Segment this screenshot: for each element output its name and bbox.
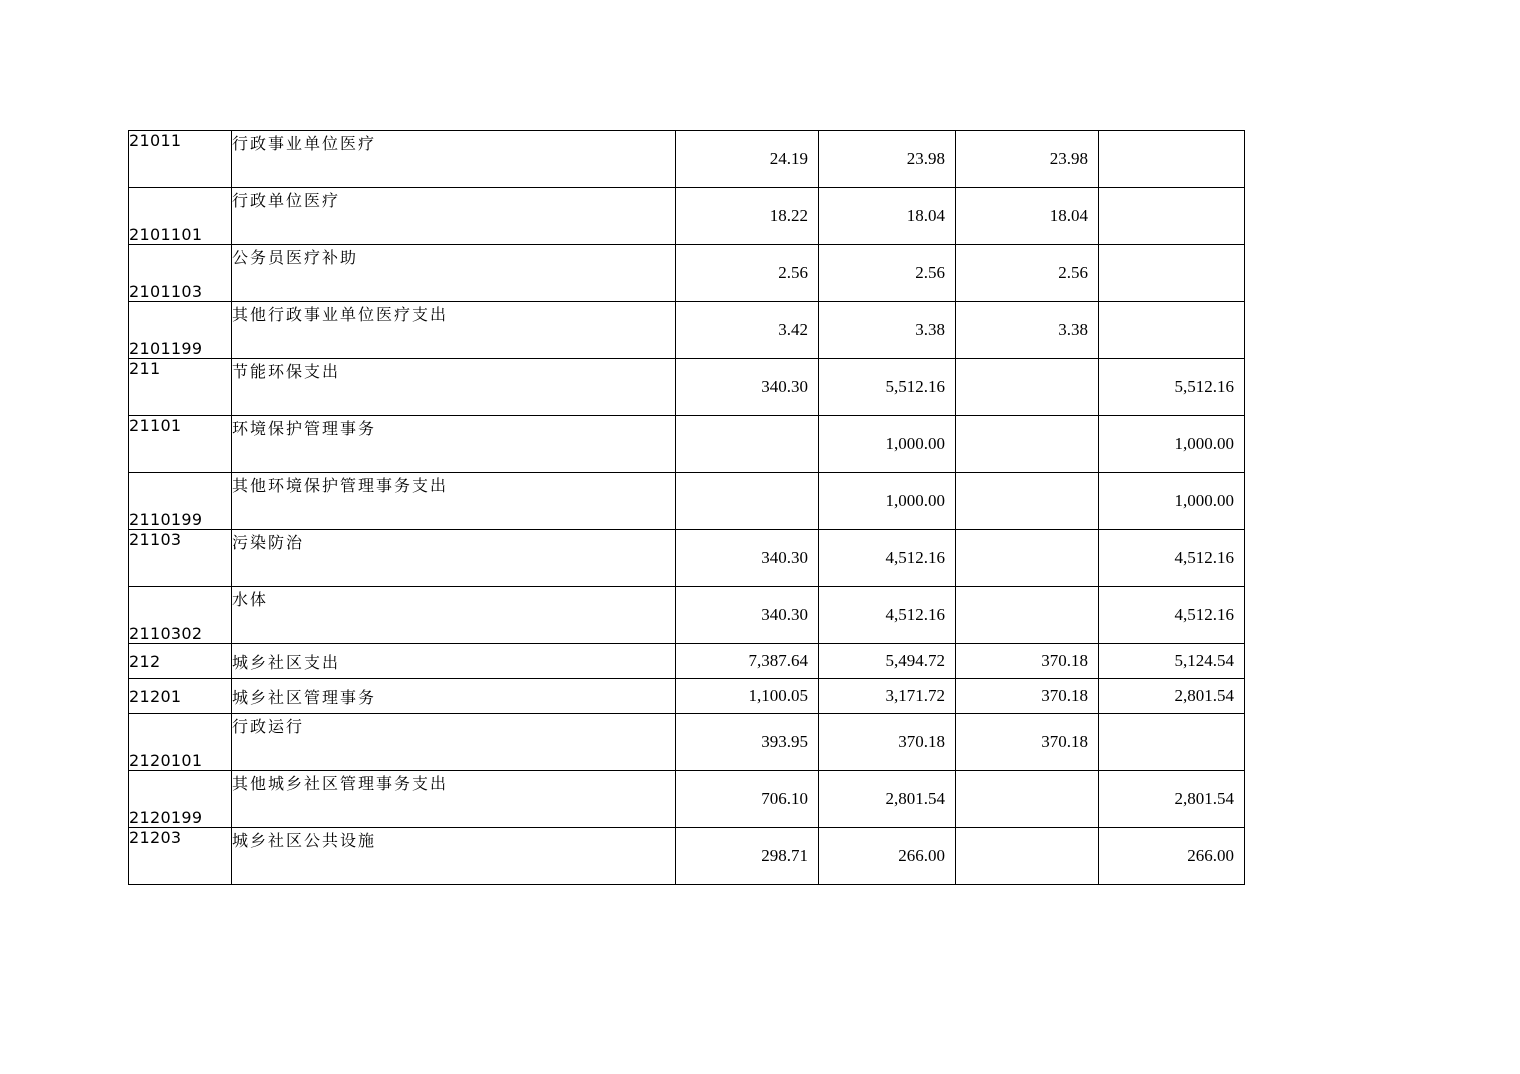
- value-col-3: 2.56: [956, 245, 1099, 302]
- value-col-4: 2,801.54: [1099, 679, 1245, 714]
- subject-code: 21011: [129, 131, 232, 188]
- value-col-1: 3.42: [676, 302, 819, 359]
- value-col-1: 24.19: [676, 131, 819, 188]
- table-row: [129, 587, 1245, 644]
- value-col-2: 4,512.16: [819, 530, 956, 587]
- value-col-4: [1099, 188, 1245, 245]
- subject-code: 2101199: [129, 302, 232, 359]
- value-col-4: [1099, 131, 1245, 188]
- value-col-1: 340.30: [676, 587, 819, 644]
- subject-code: 2120199: [129, 771, 232, 828]
- value-col-1: 393.95: [676, 714, 819, 771]
- subject-code: 2120101: [129, 714, 232, 771]
- value-col-3: [956, 416, 1099, 473]
- subject-name: 其他行政事业单位医疗支出: [232, 302, 676, 359]
- subject-name: 城乡社区管理事务: [232, 679, 676, 714]
- table-row: [129, 245, 1245, 302]
- subject-name: 其他环境保护管理事务支出: [232, 473, 676, 530]
- value-col-4: [1099, 714, 1245, 771]
- value-col-3: 18.04: [956, 188, 1099, 245]
- table-row: [129, 828, 1245, 885]
- subject-name: 其他城乡社区管理事务支出: [232, 771, 676, 828]
- subject-name: 行政事业单位医疗: [232, 131, 676, 188]
- subject-code: 2101101: [129, 188, 232, 245]
- value-col-3: 370.18: [956, 644, 1099, 679]
- value-col-1: [676, 473, 819, 530]
- value-col-3: [956, 828, 1099, 885]
- value-col-4: 4,512.16: [1099, 530, 1245, 587]
- value-col-1: 18.22: [676, 188, 819, 245]
- value-col-2: 266.00: [819, 828, 956, 885]
- subject-code: 212: [129, 644, 232, 679]
- subject-code: 21101: [129, 416, 232, 473]
- table-row: [129, 679, 1245, 714]
- value-col-1: 7,387.64: [676, 644, 819, 679]
- subject-code: 2101103: [129, 245, 232, 302]
- table-row: [129, 644, 1245, 679]
- subject-name: 城乡社区公共设施: [232, 828, 676, 885]
- value-col-1: [676, 416, 819, 473]
- subject-name: 环境保护管理事务: [232, 416, 676, 473]
- value-col-3: [956, 473, 1099, 530]
- table-row: [129, 188, 1245, 245]
- value-col-4: [1099, 245, 1245, 302]
- value-col-1: 340.30: [676, 530, 819, 587]
- value-col-3: [956, 771, 1099, 828]
- value-col-4: 266.00: [1099, 828, 1245, 885]
- value-col-4: 5,512.16: [1099, 359, 1245, 416]
- subject-name: 水体: [232, 587, 676, 644]
- value-col-2: 2,801.54: [819, 771, 956, 828]
- value-col-3: [956, 587, 1099, 644]
- value-col-1: 1,100.05: [676, 679, 819, 714]
- value-col-2: 3,171.72: [819, 679, 956, 714]
- table-row: [129, 530, 1245, 587]
- subject-code: 21203: [129, 828, 232, 885]
- value-col-4: 4,512.16: [1099, 587, 1245, 644]
- value-col-2: 2.56: [819, 245, 956, 302]
- value-col-1: 340.30: [676, 359, 819, 416]
- value-col-3: 23.98: [956, 131, 1099, 188]
- value-col-2: 1,000.00: [819, 473, 956, 530]
- subject-code: 211: [129, 359, 232, 416]
- table-row: [129, 359, 1245, 416]
- value-col-2: 1,000.00: [819, 416, 956, 473]
- value-col-1: 706.10: [676, 771, 819, 828]
- value-col-2: 3.38: [819, 302, 956, 359]
- subject-code: 21201: [129, 679, 232, 714]
- table-row: [129, 473, 1245, 530]
- value-col-3: [956, 359, 1099, 416]
- subject-code: 21103: [129, 530, 232, 587]
- value-col-4: 1,000.00: [1099, 473, 1245, 530]
- subject-name: 行政单位医疗: [232, 188, 676, 245]
- subject-name: 污染防治: [232, 530, 676, 587]
- subject-name: 城乡社区支出: [232, 644, 676, 679]
- value-col-4: 1,000.00: [1099, 416, 1245, 473]
- value-col-1: 2.56: [676, 245, 819, 302]
- value-col-2: 370.18: [819, 714, 956, 771]
- value-col-4: 2,801.54: [1099, 771, 1245, 828]
- subject-name: 公务员医疗补助: [232, 245, 676, 302]
- value-col-2: 5,512.16: [819, 359, 956, 416]
- value-col-1: 298.71: [676, 828, 819, 885]
- value-col-4: [1099, 302, 1245, 359]
- value-col-3: 370.18: [956, 714, 1099, 771]
- value-col-3: 370.18: [956, 679, 1099, 714]
- value-col-3: 3.38: [956, 302, 1099, 359]
- subject-code: 2110302: [129, 587, 232, 644]
- value-col-2: 4,512.16: [819, 587, 956, 644]
- subject-name: 行政运行: [232, 714, 676, 771]
- table-row: [129, 771, 1245, 828]
- value-col-2: 5,494.72: [819, 644, 956, 679]
- value-col-2: 23.98: [819, 131, 956, 188]
- table-row: [129, 302, 1245, 359]
- subject-name: 节能环保支出: [232, 359, 676, 416]
- value-col-4: 5,124.54: [1099, 644, 1245, 679]
- table-row: [129, 416, 1245, 473]
- budget-table: [128, 130, 1245, 885]
- value-col-3: [956, 530, 1099, 587]
- table-row: [129, 714, 1245, 771]
- subject-code: 2110199: [129, 473, 232, 530]
- table-row: [129, 131, 1245, 188]
- value-col-2: 18.04: [819, 188, 956, 245]
